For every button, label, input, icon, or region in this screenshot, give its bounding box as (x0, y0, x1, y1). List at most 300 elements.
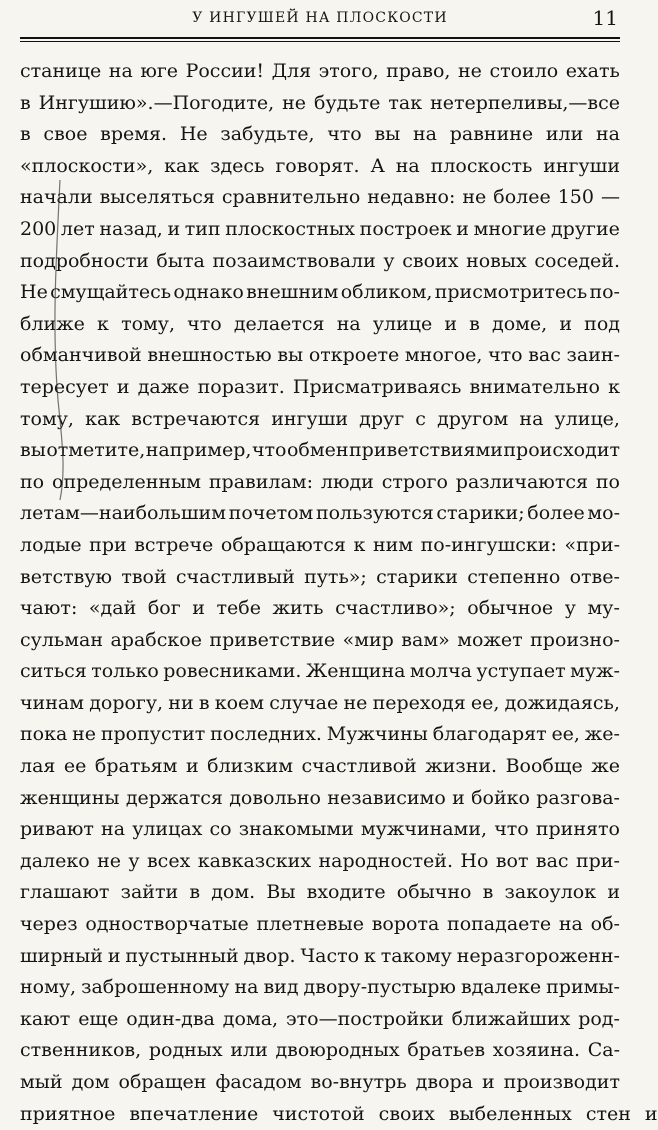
text-line (20, 498, 620, 530)
word: на (519, 407, 544, 430)
word: вы (20, 439, 46, 462)
word: как (85, 407, 121, 430)
word: начали (20, 186, 93, 209)
word: — (600, 186, 620, 209)
word: ному, (20, 976, 77, 999)
word: не (282, 91, 307, 114)
word: один-два (126, 1007, 215, 1030)
word: близким (207, 755, 293, 778)
word: вас (535, 849, 569, 872)
word: независимо (327, 786, 446, 809)
word: присмотритесь (434, 281, 588, 304)
word: заброшенному (81, 976, 230, 999)
word: своих (378, 1102, 435, 1125)
word: и (452, 786, 465, 809)
text-line (20, 119, 620, 151)
word: ственников, (20, 1039, 142, 1062)
word: подробности (20, 249, 149, 272)
text-line (20, 941, 620, 973)
word: старики (376, 565, 458, 588)
word: Вообще (505, 755, 583, 778)
word: об- (590, 913, 620, 936)
text-line (20, 656, 620, 688)
word: родных (148, 1039, 223, 1062)
word: производит (503, 1071, 620, 1093)
word: обращен (118, 1071, 207, 1093)
word: дом (71, 1071, 110, 1093)
word: Ингушию».—Погодите, (38, 91, 275, 114)
word: еще (78, 1007, 119, 1030)
word: лодые (20, 533, 82, 556)
word: пропустит (100, 723, 206, 746)
word: довольно (229, 786, 321, 809)
word: на (395, 154, 420, 177)
text-line (20, 340, 620, 372)
word: доме, (492, 312, 548, 335)
word: произно- (530, 628, 620, 651)
word: лет (60, 217, 95, 240)
word: твой (121, 565, 167, 588)
word: в (198, 691, 210, 714)
word: во-внутрь (310, 1071, 407, 1093)
word: более (527, 502, 585, 525)
word: в (482, 881, 494, 904)
word: ингуши (271, 407, 349, 430)
word: недавно: (367, 186, 456, 209)
word: благодарят (432, 723, 547, 746)
word: бог (147, 597, 181, 620)
word: уступает (476, 660, 566, 683)
word: у (564, 597, 576, 620)
word: неразгороженн- (456, 944, 620, 967)
text-line (20, 719, 620, 751)
word: с (415, 407, 426, 430)
word: дожидаясь, (504, 691, 620, 714)
word: род- (578, 1007, 620, 1030)
word: дом. (211, 881, 256, 904)
text-line (20, 56, 620, 88)
word: 200 (20, 217, 57, 240)
word: тому, (121, 312, 176, 335)
word: последних. (210, 723, 322, 746)
word: на (234, 976, 259, 999)
word: зайти (120, 881, 179, 904)
word: вас (528, 344, 561, 367)
word: и (482, 1071, 495, 1093)
word: народностей. (318, 849, 453, 872)
word: будьте (314, 91, 381, 114)
word: различаются (455, 470, 588, 493)
word: «дай (88, 597, 137, 620)
word: к (97, 312, 109, 335)
word: счастливой (301, 755, 417, 778)
word: степенно (467, 565, 561, 588)
word: на (101, 818, 126, 841)
word: ближайших (451, 1007, 571, 1030)
word: внешностью (147, 344, 272, 367)
word: ровесниками. (163, 660, 302, 683)
word: обычное (467, 597, 554, 620)
word: улице, (554, 407, 620, 430)
text-line (20, 688, 620, 720)
word: у (128, 849, 140, 872)
word: одностворчатые (85, 913, 249, 936)
word: хозяина. (492, 1039, 580, 1062)
word: А (370, 154, 385, 177)
word: поразит. (197, 375, 285, 398)
word: со (209, 818, 232, 841)
word: внешним (246, 281, 339, 304)
word: что (251, 439, 287, 462)
word: и (192, 597, 205, 620)
word: закоулок (504, 881, 597, 904)
word: под (584, 312, 620, 335)
word: кавказских (197, 849, 312, 872)
word: ширный (20, 944, 103, 967)
word: другие (550, 217, 620, 240)
word: жить (272, 597, 324, 620)
word: глашают (20, 881, 110, 904)
text-line (20, 751, 620, 783)
body-text (20, 56, 658, 1130)
word: вы (277, 344, 304, 367)
word: по-ингушски: (420, 533, 557, 556)
word: ее, (551, 723, 580, 746)
text-line (20, 404, 620, 436)
text-line (20, 846, 620, 878)
word: плоскостных (225, 217, 356, 240)
text-line (20, 309, 620, 341)
word: тересует (20, 375, 109, 398)
word: в (20, 123, 31, 146)
word: входите (306, 881, 386, 904)
word: своих (402, 249, 459, 272)
word: старики; (436, 502, 525, 525)
word: случае (269, 691, 339, 714)
word: на (558, 913, 583, 936)
word: жизни. (425, 755, 498, 778)
text-line (20, 182, 620, 214)
word: новых (466, 249, 527, 272)
word: вид (263, 976, 299, 999)
word: соседей. (534, 249, 620, 272)
word: Женщина (305, 660, 406, 683)
word: кают (20, 1007, 71, 1030)
word: летам—наибольшим (20, 502, 226, 525)
word: это—постройки (286, 1007, 444, 1030)
text-line (20, 1099, 658, 1130)
word: или (230, 1039, 268, 1062)
word: ехать (565, 60, 620, 82)
word: мо- (587, 502, 620, 525)
word: через (20, 913, 78, 936)
word: «при- (564, 533, 620, 556)
page-number: 11 (592, 6, 618, 30)
word: к (363, 944, 376, 967)
word: разгова- (536, 786, 620, 809)
word: мужчинами, (360, 818, 488, 841)
text-line (20, 530, 620, 562)
text-line (20, 467, 620, 499)
word: попадаете (447, 913, 552, 936)
word: ривают (20, 818, 94, 841)
text-line (20, 593, 620, 625)
word: станице (20, 60, 102, 82)
word: Мужчины (326, 723, 428, 746)
text-line (20, 1035, 620, 1067)
word: обликом, (340, 281, 433, 304)
word: пользуются (315, 502, 434, 525)
word: по- (589, 281, 620, 304)
word: счастливо»; (335, 597, 456, 620)
text-line (20, 814, 620, 846)
word: в (469, 312, 480, 335)
word: дорогу, (89, 691, 164, 714)
word: построек (359, 217, 452, 240)
running-head (20, 6, 620, 34)
word: пустынный (125, 944, 239, 967)
word: Но (460, 849, 489, 872)
word: люди (320, 470, 374, 493)
word: коем (214, 691, 265, 714)
word: забудьте, (220, 123, 315, 146)
word: встрече (134, 533, 214, 556)
word: только (91, 660, 159, 683)
word: что (327, 123, 362, 146)
word: по (595, 470, 620, 493)
text-line (20, 562, 620, 594)
word: многие (473, 217, 547, 240)
word: знакомыми (238, 818, 354, 841)
text-line (20, 214, 620, 246)
word: и (644, 1102, 658, 1125)
word: ее (63, 755, 87, 778)
word: при- (575, 849, 620, 872)
word: право, (386, 60, 451, 82)
word: же- (584, 723, 620, 746)
word: по (20, 470, 45, 493)
word: что (187, 312, 222, 335)
word: не (343, 691, 368, 714)
word: женщины (20, 786, 120, 809)
word: вам» (401, 628, 450, 651)
word: стен (585, 1102, 631, 1125)
word: чают: (20, 597, 78, 620)
word: России! (185, 60, 265, 82)
word: вы (374, 123, 401, 146)
word: выбеленных (448, 1102, 572, 1125)
word: не (72, 723, 97, 746)
word: отметите, (46, 439, 146, 462)
word: «плоскости», (20, 154, 154, 177)
word: и (444, 312, 458, 335)
word: внимательно (469, 375, 600, 398)
word: дома, (222, 1007, 279, 1030)
text-line (20, 972, 620, 1004)
text-line (20, 88, 620, 120)
word: на (108, 60, 133, 82)
word: сульман (20, 628, 104, 651)
word: правилам: (208, 470, 313, 493)
word: счастливый (175, 565, 295, 588)
word: строго (381, 470, 448, 493)
word: держатся (125, 786, 223, 809)
word: двора (415, 1071, 473, 1093)
word: двоюродных (275, 1039, 400, 1062)
word: принято (535, 818, 620, 841)
word: у (383, 249, 395, 272)
word: что (494, 818, 529, 841)
word: в (189, 881, 201, 904)
word: делается (233, 312, 325, 335)
text-line (20, 877, 620, 909)
word: примы- (546, 976, 620, 999)
word: улицах (132, 818, 203, 841)
word: смущайтесь (50, 281, 172, 304)
word: пока (20, 723, 68, 746)
text-line (20, 783, 620, 815)
word: происходит (503, 439, 620, 462)
word: и (559, 312, 573, 335)
word: впечатление (129, 1102, 259, 1125)
word: тому, (20, 407, 74, 430)
word: 150 (557, 186, 594, 209)
word: тебе (216, 597, 261, 620)
word: встречаются (131, 407, 261, 430)
text-line (20, 435, 620, 467)
word: и (185, 755, 199, 778)
word: Вы (266, 881, 296, 904)
running-title: У ИНГУШЕЙ НА ПЛОСКОСТИ (192, 10, 448, 26)
word: мый (20, 1071, 63, 1093)
word: ее, (470, 691, 500, 714)
word: ситься (20, 660, 87, 683)
word: всех (146, 849, 191, 872)
word: говорят. (275, 154, 360, 177)
word: и (116, 375, 130, 398)
word: улице (372, 312, 433, 335)
word: двор. (243, 944, 296, 967)
word: даже (137, 375, 190, 398)
word: приятное (20, 1102, 116, 1125)
word: плетневые (256, 913, 364, 936)
word: стоило (489, 60, 559, 82)
word: этого, (318, 60, 379, 82)
word: переходя (372, 691, 466, 714)
word: и (607, 881, 620, 904)
word: ворота (371, 913, 440, 936)
word: обманчивой (20, 344, 142, 367)
word: двору-пустырю (303, 976, 456, 999)
word: тип (184, 217, 221, 240)
word: отве- (569, 565, 620, 588)
word: в (20, 91, 31, 114)
word: Не (179, 123, 208, 146)
word: более (493, 186, 551, 209)
word: определенным (52, 470, 201, 493)
header-rule-thick (20, 37, 620, 39)
word: быта (156, 249, 205, 272)
word: сравнительно (221, 186, 361, 209)
header-rule-thin (20, 41, 620, 42)
word: на (596, 123, 620, 146)
word: арабское (110, 628, 202, 651)
word: же (591, 755, 620, 778)
word: нетерпеливы,—все (430, 91, 620, 114)
word: бойко (471, 786, 530, 809)
word: не (97, 849, 121, 872)
word: «мир (342, 628, 394, 651)
word: к (353, 533, 366, 556)
word: выселяться (99, 186, 215, 209)
word: и (167, 217, 181, 240)
word: вот (495, 849, 529, 872)
word: заин- (566, 344, 620, 367)
word: братьям (94, 755, 178, 778)
word: приветствие (209, 628, 336, 651)
word: чинам (20, 691, 84, 714)
word: вдалеке (460, 976, 542, 999)
word: ближе (20, 312, 85, 335)
word: время. (100, 123, 168, 146)
text-line (20, 625, 620, 657)
word: Для (271, 60, 312, 82)
word: например, (145, 439, 252, 462)
word: и (107, 944, 121, 967)
word: назад, (99, 217, 163, 240)
word: му- (587, 597, 620, 620)
word: такому (380, 944, 452, 967)
word: Не (20, 281, 48, 304)
word: ветствую (20, 565, 113, 588)
word: обращаются (220, 533, 346, 556)
word: не (462, 186, 487, 209)
word: здесь (210, 154, 265, 177)
word: может (457, 628, 523, 651)
text-line (20, 277, 620, 309)
word: муж- (570, 660, 620, 683)
word: при (89, 533, 127, 556)
word: путь»; (304, 565, 367, 588)
word: что (488, 344, 523, 367)
text-line (20, 372, 620, 404)
word: ни (168, 691, 194, 714)
word: обмен (286, 439, 349, 462)
word: молча (409, 660, 473, 683)
word: не (458, 60, 482, 82)
word: другом (437, 407, 509, 430)
text-line (20, 151, 620, 183)
word: Часто (300, 944, 360, 967)
word: почетом (228, 502, 314, 525)
word: фасадом (215, 1071, 302, 1093)
text-line (20, 246, 620, 278)
word: лая (20, 755, 56, 778)
word: свое (43, 123, 88, 146)
word: ним (372, 533, 414, 556)
word: на (413, 123, 438, 146)
word: ингуши (543, 154, 620, 177)
word: братьев (407, 1039, 486, 1062)
word: чистотой (272, 1102, 365, 1125)
word: откроете (308, 344, 400, 367)
word: Са- (587, 1039, 620, 1062)
word: или (545, 123, 584, 146)
word: так (388, 91, 423, 114)
word: однако (173, 281, 244, 304)
word: юге (140, 60, 179, 82)
text-line (20, 1067, 620, 1099)
